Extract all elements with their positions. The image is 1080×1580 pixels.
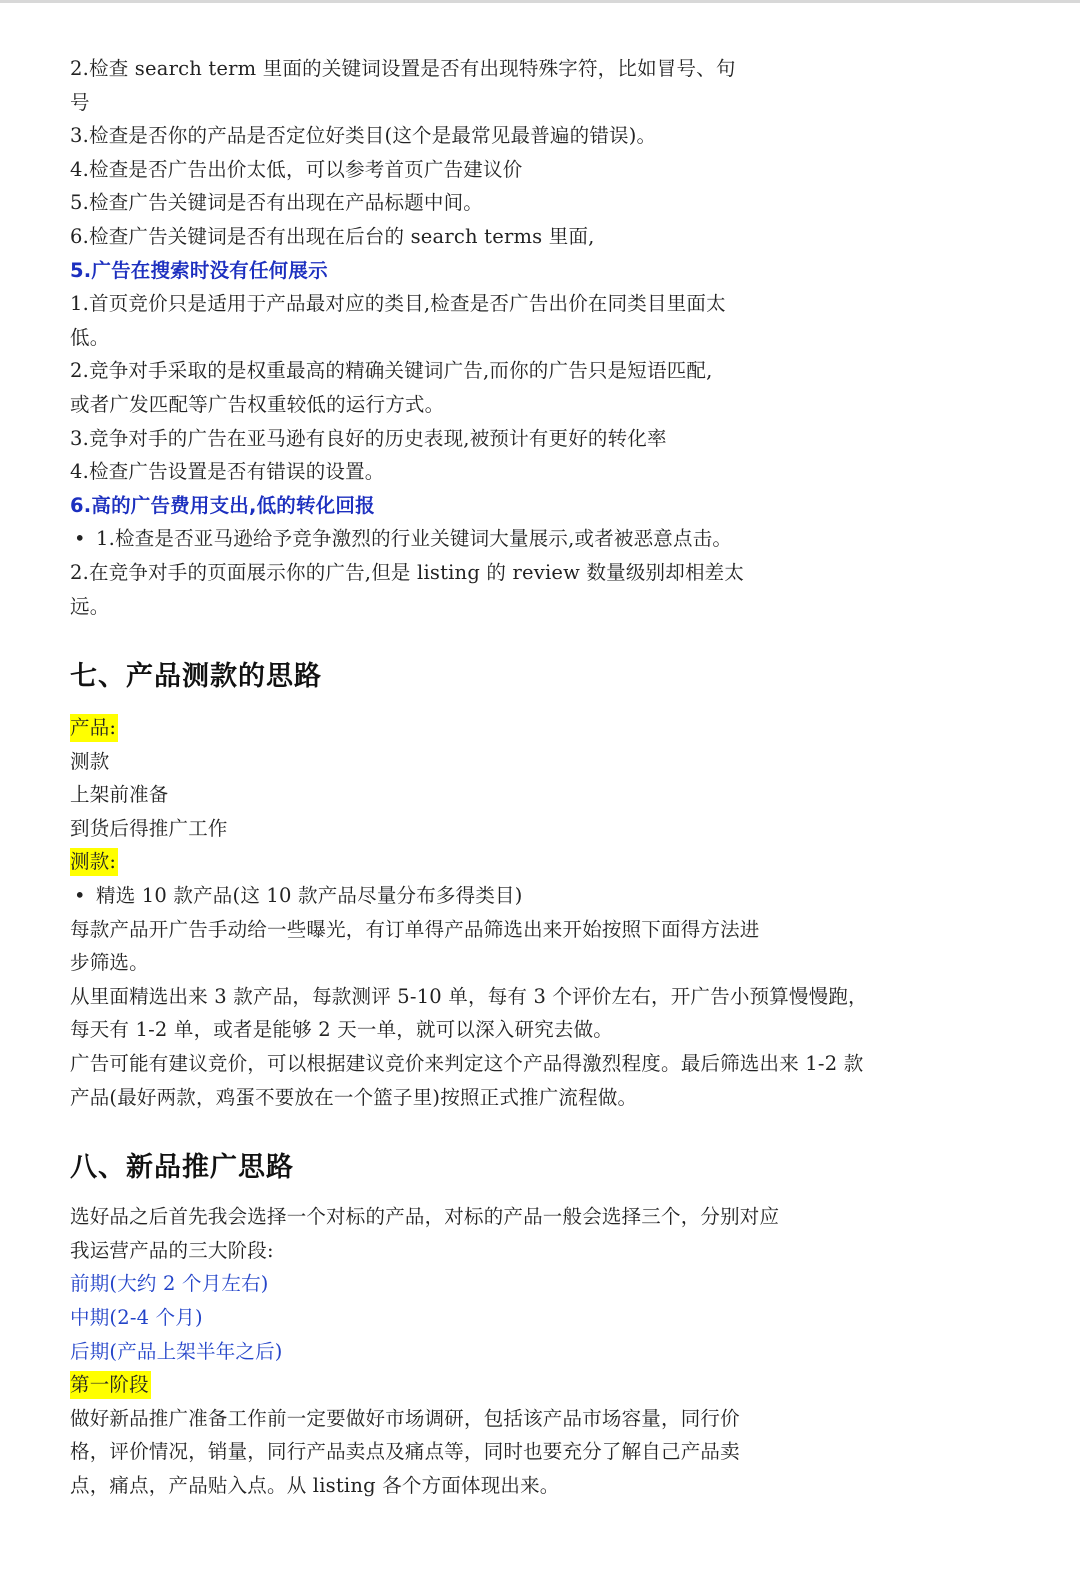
- top-border: [0, 0, 1080, 3]
- bullet-line: [70, 522, 1060, 556]
- paragraph-line: 6.检查广告关键词是否有出现在后台的 search terms 里面,: [70, 224, 595, 248]
- paragraph-line: 3.检查是否你的产品是否定位好类目(这个是最常见最普遍的错误)。: [70, 124, 657, 148]
- chapter-title-8: 八、新品推广思路: [70, 1152, 294, 1184]
- bullet-text: 1.检查是否亚马逊给予竞争激烈的行业关键词大量展示,或者被恶意点击。: [96, 527, 733, 551]
- product-label: 产品:: [70, 714, 118, 742]
- phase-middle: 中期(2-4 个月): [70, 1306, 203, 1329]
- paragraph-line: 号: [70, 90, 90, 114]
- paragraph-line: 每天有 1-2 单，或者是能够 2 天一单，就可以深入研究去做。: [70, 1018, 614, 1042]
- paragraph-line: 4.检查广告设置是否有错误的设置。: [70, 460, 385, 484]
- paragraph-line: 4.检查是否广告出价太低，可以参考首页广告建议价: [70, 157, 523, 181]
- paragraph-line: 5.检查广告关键词是否有出现在产品标题中间。: [70, 191, 484, 215]
- phase-early: 前期(大约 2 个月左右): [70, 1272, 269, 1296]
- paragraph-line: 2.竞争对手采取的是权重最高的精确关键词广告,而你的广告只是短语匹配,: [70, 359, 713, 383]
- bullet-line: [70, 879, 1060, 913]
- paragraph-line: 远。: [70, 594, 110, 618]
- document-content: [70, 52, 1060, 1503]
- bullet-icon: •: [74, 884, 86, 908]
- paragraph-line: 1.首页竞价只是适用于产品最对应的类目,检查是否广告出价在同类目里面太: [70, 292, 726, 316]
- paragraph-line: 我运营产品的三大阶段:: [70, 1238, 274, 1262]
- paragraph-line: 2.在竞争对手的页面展示你的广告,但是 listing 的 review 数量级别却相差太: [70, 560, 745, 584]
- paragraph-line: 到货后得推广工作: [70, 816, 228, 840]
- paragraph-line: 测款: [70, 749, 110, 773]
- paragraph-line: 每款产品开广告手动给一些曝光，有订单得产品筛选出来开始按照下面得方法进: [70, 917, 760, 941]
- paragraph-line: 或者广发匹配等广告权重较低的运行方式。: [70, 392, 445, 416]
- paragraph-line: 格，评价情况，销量，同行产品卖点及痛点等，同时也要充分了解自己产品卖: [70, 1440, 740, 1464]
- paragraph-line: 产品(最好两款，鸡蛋不要放在一个篮子里)按照正式推广流程做。: [70, 1085, 638, 1109]
- paragraph-line: 做好新品推广准备工作前一定要做好市场调研，包括该产品市场容量，同行价: [70, 1406, 740, 1430]
- phase-late: 后期(产品上架半年之后): [70, 1339, 283, 1363]
- highlighted-label: [70, 1368, 1060, 1402]
- paragraph-line: 点，痛点，产品贴入点。从 listing 各个方面体现出来。: [70, 1473, 560, 1497]
- bullet-icon: •: [74, 527, 86, 551]
- chapter-title-7: 七、产品测款的思路: [70, 661, 322, 693]
- highlighted-label: [70, 711, 1060, 745]
- bullet-text: 精选 10 款产品(这 10 款产品尽量分布多得类目): [96, 884, 523, 908]
- highlighted-label: [70, 845, 1060, 879]
- test-label: 测款:: [70, 848, 118, 876]
- paragraph-line: 从里面精选出来 3 款产品，每款测评 5-10 单，每有 3 个评价左右，开广告小预算慢慢跑，: [70, 984, 868, 1008]
- section-heading-no-display: 5.广告在搜索时没有任何展示: [70, 258, 328, 282]
- paragraph-line: 广告可能有建议竞价，可以根据建议竞价来判定这个产品得激烈程度。最后筛选出来 1-2 款: [70, 1052, 864, 1076]
- paragraph-line: 上架前准备: [70, 783, 169, 807]
- paragraph-line: 3.竞争对手的广告在亚马逊有良好的历史表现,被预计有更好的转化率: [70, 426, 667, 450]
- paragraph-line: 2.检查 search term 里面的关键词设置是否有出现特殊字符，比如冒号、句: [70, 57, 736, 80]
- section-heading-high-cost: 6.高的广告费用支出,低的转化回报: [70, 493, 375, 517]
- stage1-label: 第一阶段: [70, 1371, 151, 1399]
- paragraph-line: 步筛选。: [70, 951, 149, 975]
- paragraph-line: 选好品之后首先我会选择一个对标的产品，对标的产品一般会选择三个，分别对应: [70, 1205, 780, 1229]
- paragraph-line: 低。: [70, 325, 110, 349]
